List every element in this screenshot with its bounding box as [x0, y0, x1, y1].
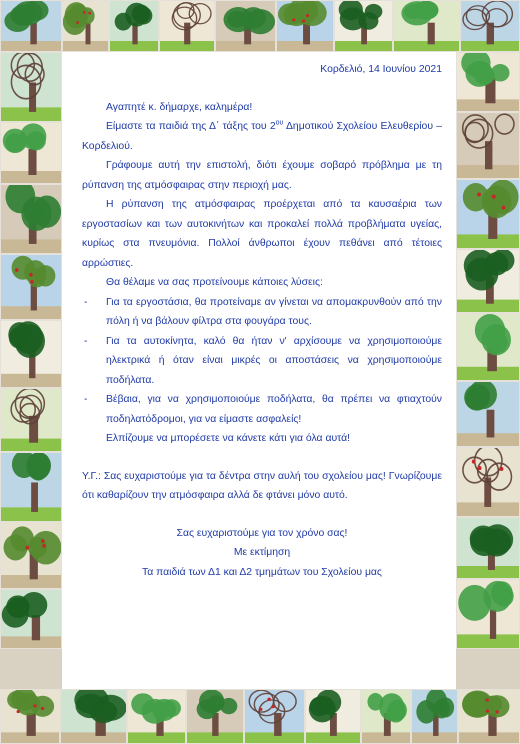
solution-text: Για τα εργοστάσια, θα προτείναμε αν γίνεται να απομακρυνθούν από την πόλη ή να βάλουν φίλτρα στα φουγάρα τους. [106, 296, 442, 327]
letter-paragraph-solutions-intro: Θα θέλαμε να σας προτείνουμε κάποιες λύσεις: [106, 277, 323, 288]
tree-drawing [456, 112, 520, 179]
solution-text: Για τα αυτοκίνητα, καλό θα ήταν ν' αρχίσουμε να χρησιμοποιούμε ηλεκτρικά ή όταν είναι μικρές οι αποστάσεις να χρησιμοποιούμε ποδήλατα. [106, 335, 442, 386]
bullet-dash: - [84, 335, 88, 347]
intro-text-a: Είμαστε τα παιδιά της Δ΄ τάξης του 2 [106, 121, 276, 132]
tree-drawing [361, 689, 411, 744]
letter-intro [82, 117, 442, 156]
letter-paragraph-pollution: Η ρύπανση της ατμόσφαιρας προέρχεται από τα καυσαέρια των εργοστασίων και των αυτοκινήτων και προκαλεί πολλά προβλήματα υγείας, κυρίως στα πνευμόνια. Πολλοί άνθρωποι έχουν πεθάνει από τέτοιες αρρώστιες. [82, 199, 442, 269]
tree-drawing [393, 0, 460, 52]
letter-signature: Τα παιδιά των Δ1 και Δ2 τμημάτων του Σχολείου μας [142, 566, 382, 578]
tree-drawing [0, 522, 62, 589]
tree-drawing [0, 320, 62, 388]
tree-drawing [0, 452, 62, 522]
tree-drawing [0, 0, 62, 52]
tree-drawing [0, 52, 62, 122]
tree-drawing [0, 689, 60, 744]
tree-drawing [60, 689, 127, 744]
tree-drawing [186, 689, 244, 744]
intro-superscript: ου [275, 119, 284, 127]
list-item [82, 332, 442, 391]
list-item [82, 390, 442, 429]
tree-drawing [456, 249, 520, 313]
tree-drawing [458, 689, 520, 744]
solutions-list [82, 293, 442, 430]
letter-closing-regards: Με εκτίμηση [233, 547, 291, 558]
tree-drawing [127, 689, 186, 744]
list-item [82, 293, 442, 332]
letter-postscript: Υ.Γ.: Σας ευχαριστούμε για τα δέντρα στην αυλή του σχολείου μας! Γνωρίζουμε ότι καθαρίζουν την ατμόσφαιρα αλλά δε φτάνει μόνο αυτό. [82, 470, 442, 501]
tree-drawing [456, 381, 520, 447]
tree-drawing [0, 589, 62, 649]
tree-drawing [62, 0, 109, 52]
letter-paragraph-hope: Ελπίζουμε να μπορέσετε να κάνετε κάτι για όλα αυτά! [106, 433, 350, 444]
tree-drawing [159, 0, 215, 52]
tree-drawing [0, 122, 62, 184]
letter-date: Κορδελιό, 14 Ιουνίου 2021 [320, 64, 442, 75]
tree-drawing [456, 447, 520, 517]
tree-drawing [456, 52, 520, 112]
tree-drawing [276, 0, 334, 52]
letter-page [62, 52, 456, 689]
intro-text-b: Δημοτικού Σχολείου Ελευθερίου – Κορδελιού. [82, 121, 442, 152]
tree-drawing [456, 579, 520, 649]
tree-drawing [456, 313, 520, 381]
tree-drawing [0, 388, 62, 452]
letter-paragraph-problem: Γράφουμε αυτή την επιστολή, διότι έχουμε σοβαρό πρόβλημα με τη ρύπανση της ατμόσφαιρας στην περιοχή μας. [82, 160, 442, 191]
tree-drawing [334, 0, 393, 52]
letter-greeting: Αγαπητέ κ. δήμαρχε, καλημέρα! [106, 101, 253, 113]
solution-text: Βέβαια, για να χρησιμοποιούμε ποδήλατα, θα πρέπει να φτιαχτούν ποδηλατόδρομοι, για να είμαστε ασφαλείς! [106, 394, 442, 425]
tree-drawing [456, 179, 520, 249]
tree-drawing [305, 689, 361, 744]
tree-drawing [109, 0, 159, 52]
tree-drawing [244, 689, 305, 744]
tree-drawing [411, 689, 458, 744]
tree-drawing [456, 517, 520, 579]
tree-drawing [460, 0, 520, 52]
bullet-dash: - [84, 296, 88, 308]
letter-closing-thanks: Σας ευχαριστούμε για τον χρόνο σας! [176, 527, 348, 539]
tree-drawing [0, 184, 62, 254]
tree-drawing [0, 254, 62, 320]
bullet-dash: - [84, 394, 88, 405]
tree-drawing [215, 0, 276, 52]
